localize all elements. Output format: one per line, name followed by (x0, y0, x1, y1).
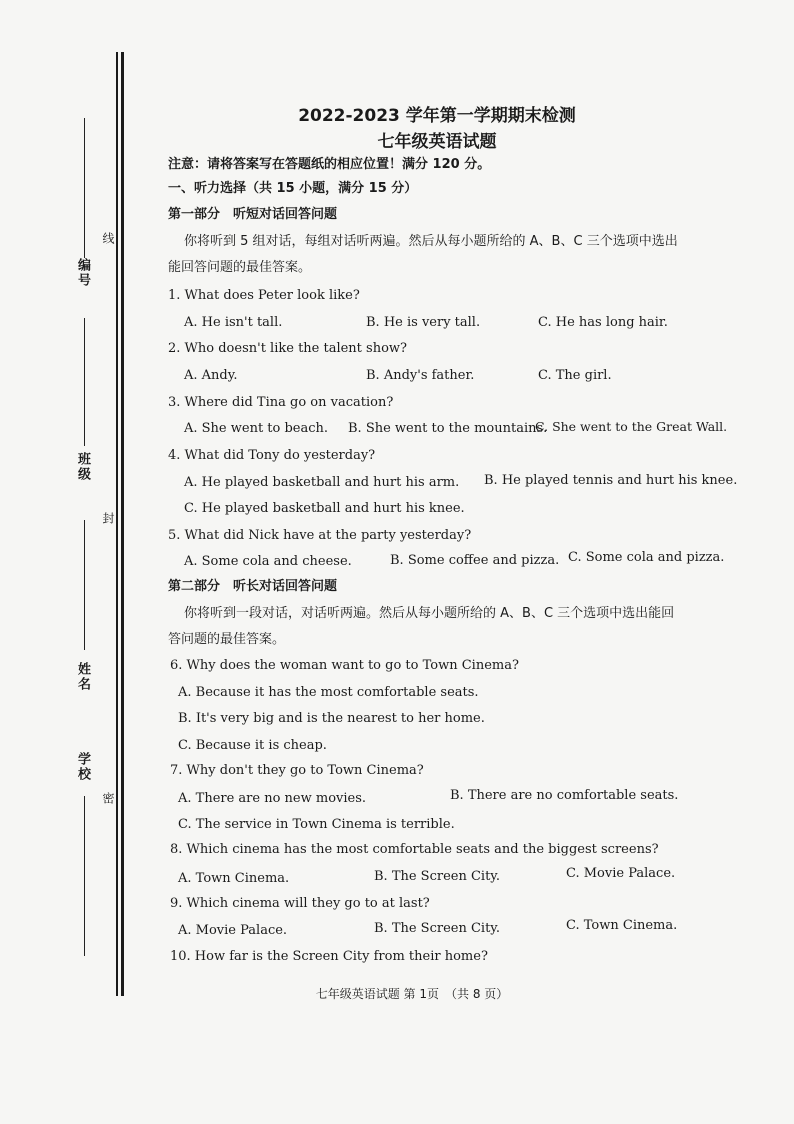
part1-heading: 第一部分 听短对话回答问题 (168, 207, 338, 222)
margin-label-class: 班级 (75, 452, 90, 482)
q6-option-c: C. Because it is cheap. (178, 738, 327, 753)
q8-option-b: B. The Screen City. (374, 869, 501, 884)
question-10: 10. How far is the Screen City from their home? (170, 949, 488, 964)
question-1: 1. What does Peter look like? (168, 288, 360, 303)
q6-option-a: A. Because it has the most comfortable seats. (178, 685, 479, 700)
binding-line-inner (116, 52, 118, 996)
binding-line-outer (121, 52, 124, 996)
part2-heading: 第二部分 听长对话回答问题 (168, 579, 338, 594)
margin-label-name: 姓名 (75, 662, 90, 692)
seal-char-line: 线 (101, 232, 115, 244)
part2-instruction-line1: 你将听到一段对话，对话听两遍。然后从每小题所给的 A、B、C 三个选项中选出能回 (184, 606, 675, 621)
q4-option-a: A. He played basketball and hurt his arm. (184, 475, 460, 490)
q9-option-c: C. Town Cinema. (566, 918, 678, 933)
part1-instruction-line2: 能回答问题的最佳答案。 (168, 260, 312, 275)
exam-subtitle: 七年级英语试题 (377, 132, 497, 152)
question-4: 4. What did Tony do yesterday? (168, 448, 376, 463)
question-8: 8. Which cinema has the most comfortable seats and the biggest screens? (170, 842, 659, 857)
q4-option-c: C. He played basketball and hurt his knee. (184, 501, 465, 516)
q4-option-b: B. He played tennis and hurt his knee. (484, 473, 738, 488)
q8-option-c: C. Movie Palace. (566, 866, 676, 881)
seal-char-secret: 密 (101, 792, 115, 804)
part2-instruction-line2: 答问题的最佳答案。 (168, 632, 286, 647)
q9-option-b: B. The Screen City. (374, 921, 501, 936)
q1-option-b: B. He is very tall. (366, 315, 481, 330)
question-5: 5. What did Nick have at the party yesterday? (168, 528, 472, 543)
q1-option-c: C. He has long hair. (538, 315, 668, 330)
q1-option-a: A. He isn't tall. (184, 315, 283, 330)
q5-option-a: A. Some cola and cheese. (184, 554, 352, 569)
margin-label-number: 编号 (75, 258, 90, 288)
q3-option-a: A. She went to beach. (184, 421, 329, 436)
q3-option-b: B. She went to the mountains. (348, 421, 548, 436)
question-6: 6. Why does the woman want to go to Town Cinema? (170, 658, 519, 673)
margin-label-school: 学校 (75, 752, 90, 782)
q7-option-a: A. There are no new movies. (178, 791, 367, 806)
question-7: 7. Why don't they go to Town Cinema? (170, 763, 424, 778)
q2-option-a: A. Andy. (184, 368, 238, 383)
q2-option-b: B. Andy's father. (366, 368, 475, 383)
question-3: 3. Where did Tina go on vacation? (168, 395, 394, 410)
part1-instruction-line1: 你将听到 5 组对话，每组对话听两遍。然后从每小题所给的 A、B、C 三个选项中选出 (184, 234, 678, 249)
page-footer: 七年级英语试题 第 1页 （共 8 页） (315, 987, 509, 1001)
q9-option-a: A. Movie Palace. (178, 923, 288, 938)
q5-option-b: B. Some coffee and pizza. (390, 553, 560, 568)
q7-option-c: C. The service in Town Cinema is terrible. (178, 817, 455, 832)
q2-option-c: C. The girl. (538, 368, 612, 383)
school-blank (84, 796, 85, 956)
q5-option-c: C. Some cola and pizza. (568, 550, 725, 565)
exam-title: 2022-2023 学年第一学期期末检测 (298, 106, 576, 126)
section1-heading: 一、听力选择（共 15 小题，满分 15 分） (168, 181, 418, 196)
notice: 注意：请将答案写在答题纸的相应位置！满分 120 分。 (168, 157, 491, 172)
q3-option-c: C. She went to the Great Wall. (535, 419, 728, 434)
seal-char-seal: 封 (101, 512, 115, 524)
name-blank (84, 520, 85, 650)
q6-option-b: B. It's very big and is the nearest to her home. (178, 711, 485, 726)
q8-option-a: A. Town Cinema. (178, 871, 290, 886)
question-2: 2. Who doesn't like the talent show? (168, 341, 408, 356)
class-blank (84, 318, 85, 446)
q7-option-b: B. There are no comfortable seats. (450, 788, 679, 803)
question-9: 9. Which cinema will they go to at last? (170, 896, 430, 911)
